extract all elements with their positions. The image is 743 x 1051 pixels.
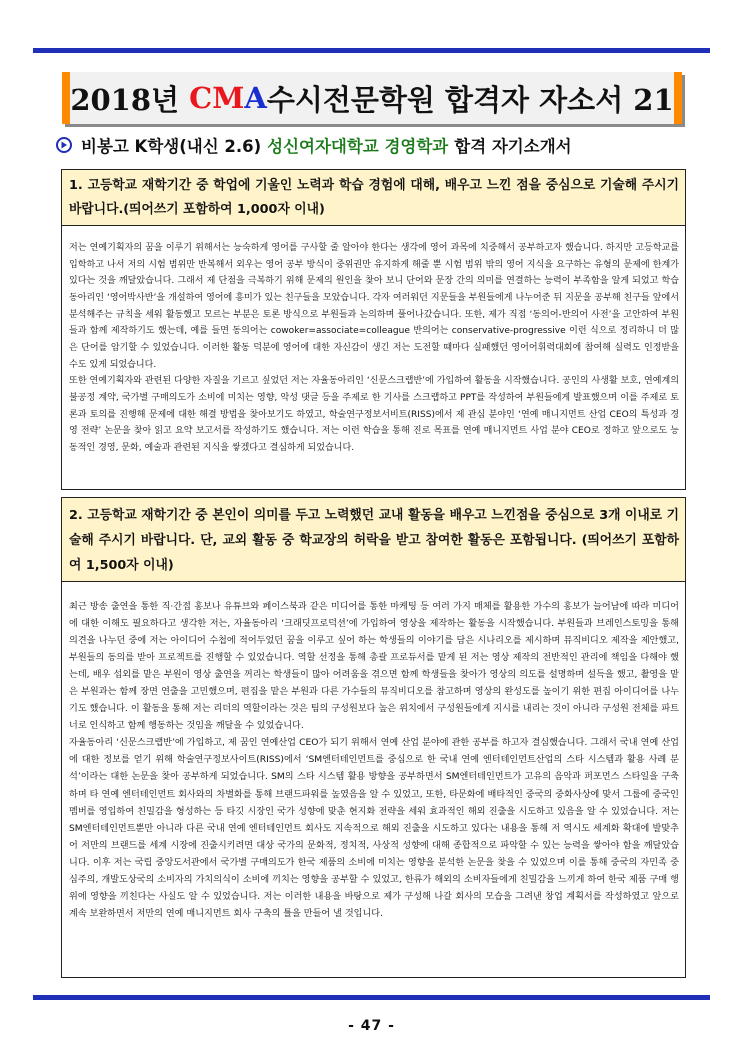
answer-2-body xyxy=(62,582,685,929)
play-circle-icon xyxy=(56,137,72,153)
question-1-heading: 1. 고등학교 재학기간 중 학업에 기울인 노력과 학습 경험에 대해, 배우고 느낀 점을 중심으로 기술해 주시기 바랍니다.(띄어쓰기 포함하여 1,000자 이내) xyxy=(62,170,685,226)
title-brand-cm: CM xyxy=(189,81,245,115)
top-rule xyxy=(33,48,710,53)
answer-2-paragraph-2: 자율동아리 ‘신문스크랩반’에 가입하고, 제 꿈인 연예산업 CEO가 되기 위해서 연예 산업 분야에 관한 공부를 하고자 결심했습니다. 그래서 국내 연예 산업에 대한 정보를 얻기 위해 학술연구정보사이트(RISS)에서 ‘SM엔터테인먼트를 중심으로 한 국내 연예 엔터테인먼트산업의 스타 시스템과 활용 사례 분석’이라는 대한 논문을 찾아 공부하게 되었습니다. SM의 스타 시스템 활용 방향을 공부하면서 SM엔터테인먼트가 고유의 음악과 퍼포먼스 스타일을 구축하며 타 연예 엔터테인먼트 회사와의 차별화를 통해 브랜드파워를 높였음을 알 수 있었고, 또한, 타문화에 배타적인 중국의 중화사상에 맞서 그룹에 중국인 멤버를 영입하여 친밀감을 형성하는 등 타깃 시장인 국가 성향에 맞춘 현지화 전략을 세워 효과적인 해외 진출을 시도하고 있음을 알 수 있었습니다. 저는 SM엔터테인먼트뿐만 아니라 다른 국내 연예 엔터테인먼트 회사도 지속적으로 해외 진출을 시도하고 있다는 내용을 통해 저 역시도 세계화 확대에 발맞추어 저만의 브랜드를 세계 시장에 진출시키려면 대상 국가의 문화적, 정치적, 사상적 성향에 대해 종합적으로 파악할 수 있는 능력을 쌓아야 함을 깨달았습니다. 이후 저는 국립 중앙도서관에서 국가별 구매의도가 한국 제품의 소비에 미치는 영향을 분석한 논문을 찾을 수 있었으며 이를 통해 중국의 자민족 중심주의, 개발도상국의 소비자의 가치의식이 소비에 끼치는 영향을 공부할 수 있었고, 한류가 해외의 소비자들에게 친밀감을 느끼게 하여 한국 제품 구매 행위에 영향을 끼친다는 사실도 알 수 있었습니다. 저는 이러한 내용을 바탕으로 제가 구성해 나갈 회사의 모습을 그려낸 창업 계획서를 작성하였고 앞으로 계속 보완하면서 저만의 연예 매니지먼트 회사 구축의 틀을 만들어 낼 것입니다. xyxy=(69,738,679,919)
title-brand-a: A xyxy=(244,81,267,115)
question-2-heading: 2. 고등학교 재학기간 중 본인이 의미를 두고 노력했던 교내 활동을 배우고 느낀점을 중심으로 3개 이내로 기술해 주시기 바랍니다. 단, 교외 활동 중 학교장의 허락을 받고 참여한 활동은 포함됩니다. (띄어쓰기 포함하여 1,500자 이내) xyxy=(62,498,685,582)
title-banner xyxy=(62,72,682,124)
title-suffix: 수시전문학원 합격자 자소서 21 xyxy=(266,82,674,117)
answer-1-paragraph-1: 저는 연예기획자의 꿈을 이루기 위해서는 능숙하게 영어를 구사할 줄 알아야 한다는 생각에 영어 과목에 치중해서 공부하고자 했습니다. 하지만 고등학교를 입학하고 나서 저의 시험 범위만 반복해서 외우는 영어 공부 방식이 중위권만 유지하게 해줄 뿐 시험 범위 밖의 영어 지식을 요구하는 유형의 문제에 한계가 있다는 것을 깨달았습니다. 그래서 제 단점을 극복하기 위해 문제의 원인을 찾아 보니 단어와 문장 간의 의미를 연결하는 능력이 부족함을 알게 되었고 학습 동아리인 ‘영어박사반’을 개설하여 영어에 흥미가 있는 친구들을 모았습니다. 각자 여러워던 지문들을 부원들에게 나누어준 뒤 지문을 공부해 친구들 앞에서 분석해주는 규칙을 세워 활동했고 모르는 부분은 토론 방식으로 부원들과 논의하며 풀어나갔습니다. 또한, 제가 직접 ‘동의어-반의어 사전’을 고안하여 부원들과 함께 제작하기도 했는데, 예를 들면 동의어는 cowoker=associate=colleague 반의어는 conservative-progressive 이런 식으로 정리하니 더 많은 단어를 암기할 수 있었습니다. 이러한 활동 덕분에 영어에 대한 자신감이 생긴 저는 도전할 때마다 실패했던 영어어휘력대회에 참여해 실력도 인정받을 수도 있게 되었습니다. xyxy=(69,243,679,370)
page-number: - 47 - xyxy=(348,1018,395,1034)
question-2-box xyxy=(61,497,686,978)
student-info: 비봉고 K학생(내신 2.6) xyxy=(81,137,262,156)
title-brand xyxy=(189,81,267,115)
answer-1-paragraph-2: 또한 연예기획자와 관련된 다양한 자질을 기르고 싶었던 저는 자율동아리인 ‘신문스크랩반’에 가입하여 활동을 시작했습니다. 공인의 사생활 보호, 연예계의 불공정 계약, 국가별 구매의도가 소비에 미치는 영향, 악성 댓글 등을 주제로 한 기사를 스크랩하고 PPT를 작성하여 부원들에게 발표했으며 이를 주제로 토론과 토의를 진행해 문제에 대한 해결 방법을 찾아보기도 하였고, 학술연구정보서비트(RISS)에서 제 관심 분야인 ‘연예 매니지먼트 산업 CEO의 특성과 경영 전략’ 논문을 찾아 읽고 요약 보고서를 작성하기도 했습니다. 저는 이런 학습을 통해 진로 목표를 연예 매니지먼트 사업 분야 CEO로 정하고 앞으로도 능동적인 경영, 문화, 예술과 관련된 지식을 쌓겠다고 결심하게 되었습니다. xyxy=(69,376,679,453)
bottom-rule xyxy=(33,995,710,1000)
question-1-box xyxy=(61,169,686,490)
essay-subtitle xyxy=(56,134,696,156)
school-major: 성신여자대학교 경영학과 xyxy=(267,137,449,156)
answer-1-body xyxy=(62,226,685,463)
answer-2-paragraph-1: 최근 방송 출연을 통한 직·간접 홍보나 유튜브와 페이스북과 같은 미디어를 통한 마케팅 등 여러 가지 매체를 활용한 가수의 홍보가 늘어남에 따라 미디어에 대한 이해도 필요하다고 생각한 저는, 자율동아리 ‘크래딧프로덕션’에 가입하여 영상을 제작하는 활동을 시작했습니다. 부원들과 브레인스토밍을 통해 의견을 나누던 중에 저는 아이디어 수첩에 적어두었던 꿈을 이루고 싶어 하는 학생들의 이야기를 담은 시나리오를 제시하며 뮤직비디오 제작을 제안했고, 부원들의 동의를 받아 프로젝트를 진행할 수 있었습니다. 역할 선정을 통해 총괄 프로듀서를 맡게 된 저는 영상 제작의 전반적인 관리에 책임을 다해야 했는데, 배우 섭외를 맡은 부원이 영상 출연을 꺼리는 학생들이 많아 어려움을 겪으면 함께 학생들을 찾아가 영상의 의도를 설명하며 설득을 했고, 촬영을 맡은 부원과는 함께 장면 연출을 고민했으며, 편집을 맡은 부원과 다른 가수들의 뮤직비디오를 참고하며 영상의 완성도를 높이기 위한 편집 아이디어를 나누기도 했습니다. 이 활동을 통해 저는 리더의 역할이라는 것은 팀의 구성원보다 높은 위치에서 구성원들에게 지시를 내리는 것이 아니라 구성원 전체를 파트너로 인식하고 함께 행동하는 것임을 깨달을 수 있었습니다. xyxy=(69,602,679,732)
title-prefix: 2018년 xyxy=(70,82,190,117)
subtitle-suffix: 합격 자기소개서 xyxy=(454,137,572,156)
